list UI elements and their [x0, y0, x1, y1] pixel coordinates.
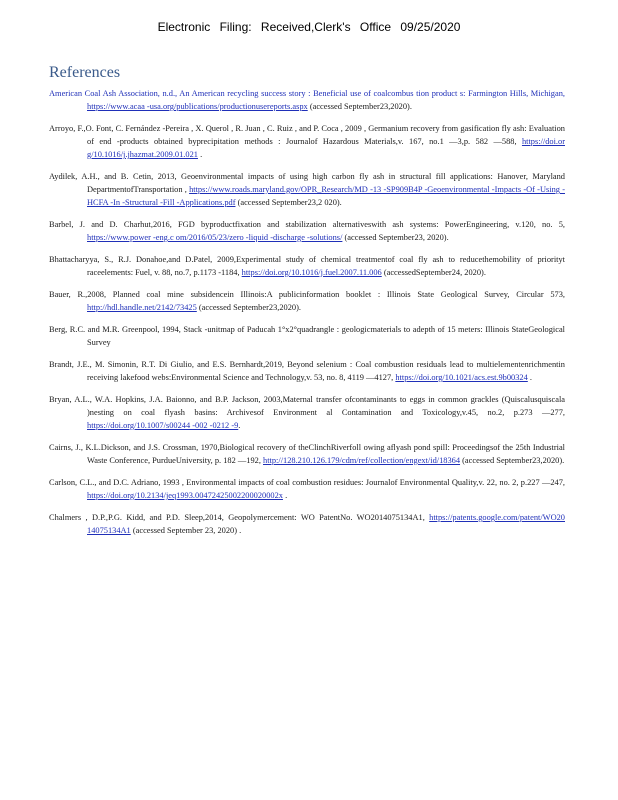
- reference-link[interactable]: https://www.acaa -usa.org/publications/productionusereports.aspx: [87, 102, 308, 111]
- reference-text: , n.d., An American recycling success story : Beneficial use of coalcombus tion product s: Farmington Hills, Michigan,: [157, 89, 565, 98]
- page-title: References: [49, 64, 121, 81]
- reference-entry: [49, 253, 565, 279]
- reference-text: , F.,O. Font, C. Fernández -Pereira , X. Querol , R. Juan , C. Ruiz , and P. Coca , 2009 , Germanium recovery from gasification fly ash: Evaluation of end -products obtained byprecipitation methods : Journalof Hazardous Materials,v. 167, no.1 —3,p. 582 —588,: [73, 124, 565, 146]
- reference-tail: (accessed September23,2020).: [460, 456, 565, 465]
- reference-entry: [49, 358, 565, 384]
- reference-tail: (accessed September 23, 2020) .: [130, 526, 242, 535]
- reference-entry: [49, 511, 565, 537]
- reference-text: S., R.J. Donahoe,and D.Patel, 2009,Experimental study of chemical treatmentof coal fly ash to reducethemobility of priorityt raceelements: Fuel, v. 88, no.7, p.1173 -1184,: [87, 255, 565, 277]
- reference-tail: (accessedSeptember24, 2020).: [381, 268, 486, 277]
- reference-link[interactable]: https://patents.google.com/patent/WO20 14075134A1: [87, 513, 565, 535]
- reference-text: , D.P.,P.G. Kidd, and P.D. Sleep,2014, Geopolymercement: WO PatentNo. WO2014075134A1,: [81, 513, 430, 522]
- reference-link[interactable]: https://www.power -eng.c om/2016/05/23/zero -liquid -discharge -solutions/: [87, 233, 343, 242]
- reference-text: , A.H., and B. Cetin, 2013, Geoenvironmental impacts of using high carbon fly ash in structural fill applications: Hanover, Maryland DepartmentofTransportation ,: [75, 172, 565, 194]
- reference-link[interactable]: https://doi.org/10.1007/s00244 -002 -0212 -9: [87, 421, 239, 430]
- reference-tail: .: [282, 491, 288, 500]
- reference-tail: .: [197, 150, 203, 159]
- reference-tail: .: [238, 421, 241, 430]
- reference-authors: Carlson,: [49, 478, 78, 487]
- reference-text: C.L., and D.C. Adriano, 1993 , Environmental impacts of coal combustion residues: Journalof Environmental Quality,v. 22, no. 2, p.227 —247,: [77, 478, 565, 487]
- reference-link[interactable]: http://128.210.126.179/cdm/ref/collection/engext/id/18364: [263, 456, 461, 465]
- reference-tail: .: [527, 373, 532, 382]
- filing-stamp: Electronic Filing: Received,Clerk's Office 09/25/2020: [157, 20, 461, 34]
- reference-tail: (accessed September23,2020).: [196, 303, 301, 312]
- reference-list: [49, 87, 565, 546]
- reference-link[interactable]: https://www.roads.maryland.gov/OPR_Research/MD -13 -SP909B4P -Geoenvironmental -Impacts -Of -Using -HCFA -In -Structural -Fill -Applications.pdf: [87, 185, 565, 207]
- reference-entry: [49, 87, 565, 113]
- reference-authors: Bauer: [49, 290, 69, 299]
- reference-link[interactable]: https://doi.org/10.2134/jeq1993.00472425002200020002x: [87, 491, 283, 500]
- reference-authors: Bryan: [49, 395, 70, 404]
- reference-entry: [49, 288, 565, 314]
- reference-text: R.C. and M.R. Greenpool, 1994, Stack -unitmap of Paducah 1°x2°quadrangle : geologicmaterials to adepth of 15 meters: Illinois StateGeological Survey: [67, 325, 565, 347]
- reference-authors: Cairns: [49, 443, 71, 452]
- reference-entry: [49, 218, 565, 244]
- reference-entry: [49, 441, 565, 467]
- reference-link[interactable]: http://hdl.handle.net/2142/73425: [87, 303, 197, 312]
- reference-authors: Brandt: [49, 360, 72, 369]
- reference-entry: [49, 323, 565, 349]
- reference-entry: [49, 393, 565, 432]
- reference-link[interactable]: https://doi.org/10.1016/j.fuel.2007.11.006: [241, 268, 382, 277]
- reference-link[interactable]: https://doi.org/10.1021/acs.est.9b00324: [395, 373, 528, 382]
- reference-link[interactable]: https://doi.or g/10.1016/j.jhazmat.2009.01.021: [87, 137, 565, 159]
- reference-authors: Arroyo: [49, 124, 74, 133]
- reference-authors: Aydilek: [49, 172, 76, 181]
- reference-entry: [49, 170, 565, 209]
- reference-text: , J.E., M. Simonin, R.T. Di Giulio, and E.S. Bernhardt,2019, Beyond selenium : Coal combustion residuals lead to multielementenrichmentin receiving lakefood webs:Environmental Science and Technology,v. 53, no. 8, 4119 —4127,: [71, 360, 565, 382]
- reference-authors: American Coal Ash Association: [49, 89, 158, 98]
- reference-authors: Bhattacharyya,: [49, 255, 100, 264]
- reference-authors: Berg,: [49, 325, 68, 334]
- reference-text: J. and D. Charhut,2016, FGD byproductfixation and stabilization alternativeswith ash systems: PowerEngineering, v.120, no. 5,: [73, 220, 565, 229]
- reference-text: , R.,2008, Planned coal mine subsidencein Illinois:A publicinformation booklet : Illinois State Geological Survey, Circular 573,: [68, 290, 565, 299]
- reference-authors: Barbel,: [49, 220, 74, 229]
- reference-text: , A.L., W.A. Hopkins, J.A. Baionno, and B.P. Jackson, 2003,Maternal transfer ofcontaminants to eggs in common grackles (Quiscalusquiscala )nesting on coal flyash basins: Archivesof Environment al Contamination and Toxicology,v.45, no.2, p.273 —277,: [69, 395, 565, 417]
- reference-entry: [49, 122, 565, 161]
- reference-tail: (accessed September23, 2020).: [342, 233, 449, 242]
- reference-text: , J., K.L.Dickson, and J.S. Crossman, 1970,Biological recovery of theClinchRiverfoll owing aflyash pond spill: Proceedingsof the 25th Industrial Waste Conference, PurdueUniversity, p. 182 —192,: [70, 443, 565, 465]
- reference-tail: (accessed September23,2 020).: [235, 198, 342, 207]
- reference-entry: [49, 476, 565, 502]
- reference-tail: (accessed September23,2020).: [307, 102, 412, 111]
- reference-authors: Chalmers: [49, 513, 82, 522]
